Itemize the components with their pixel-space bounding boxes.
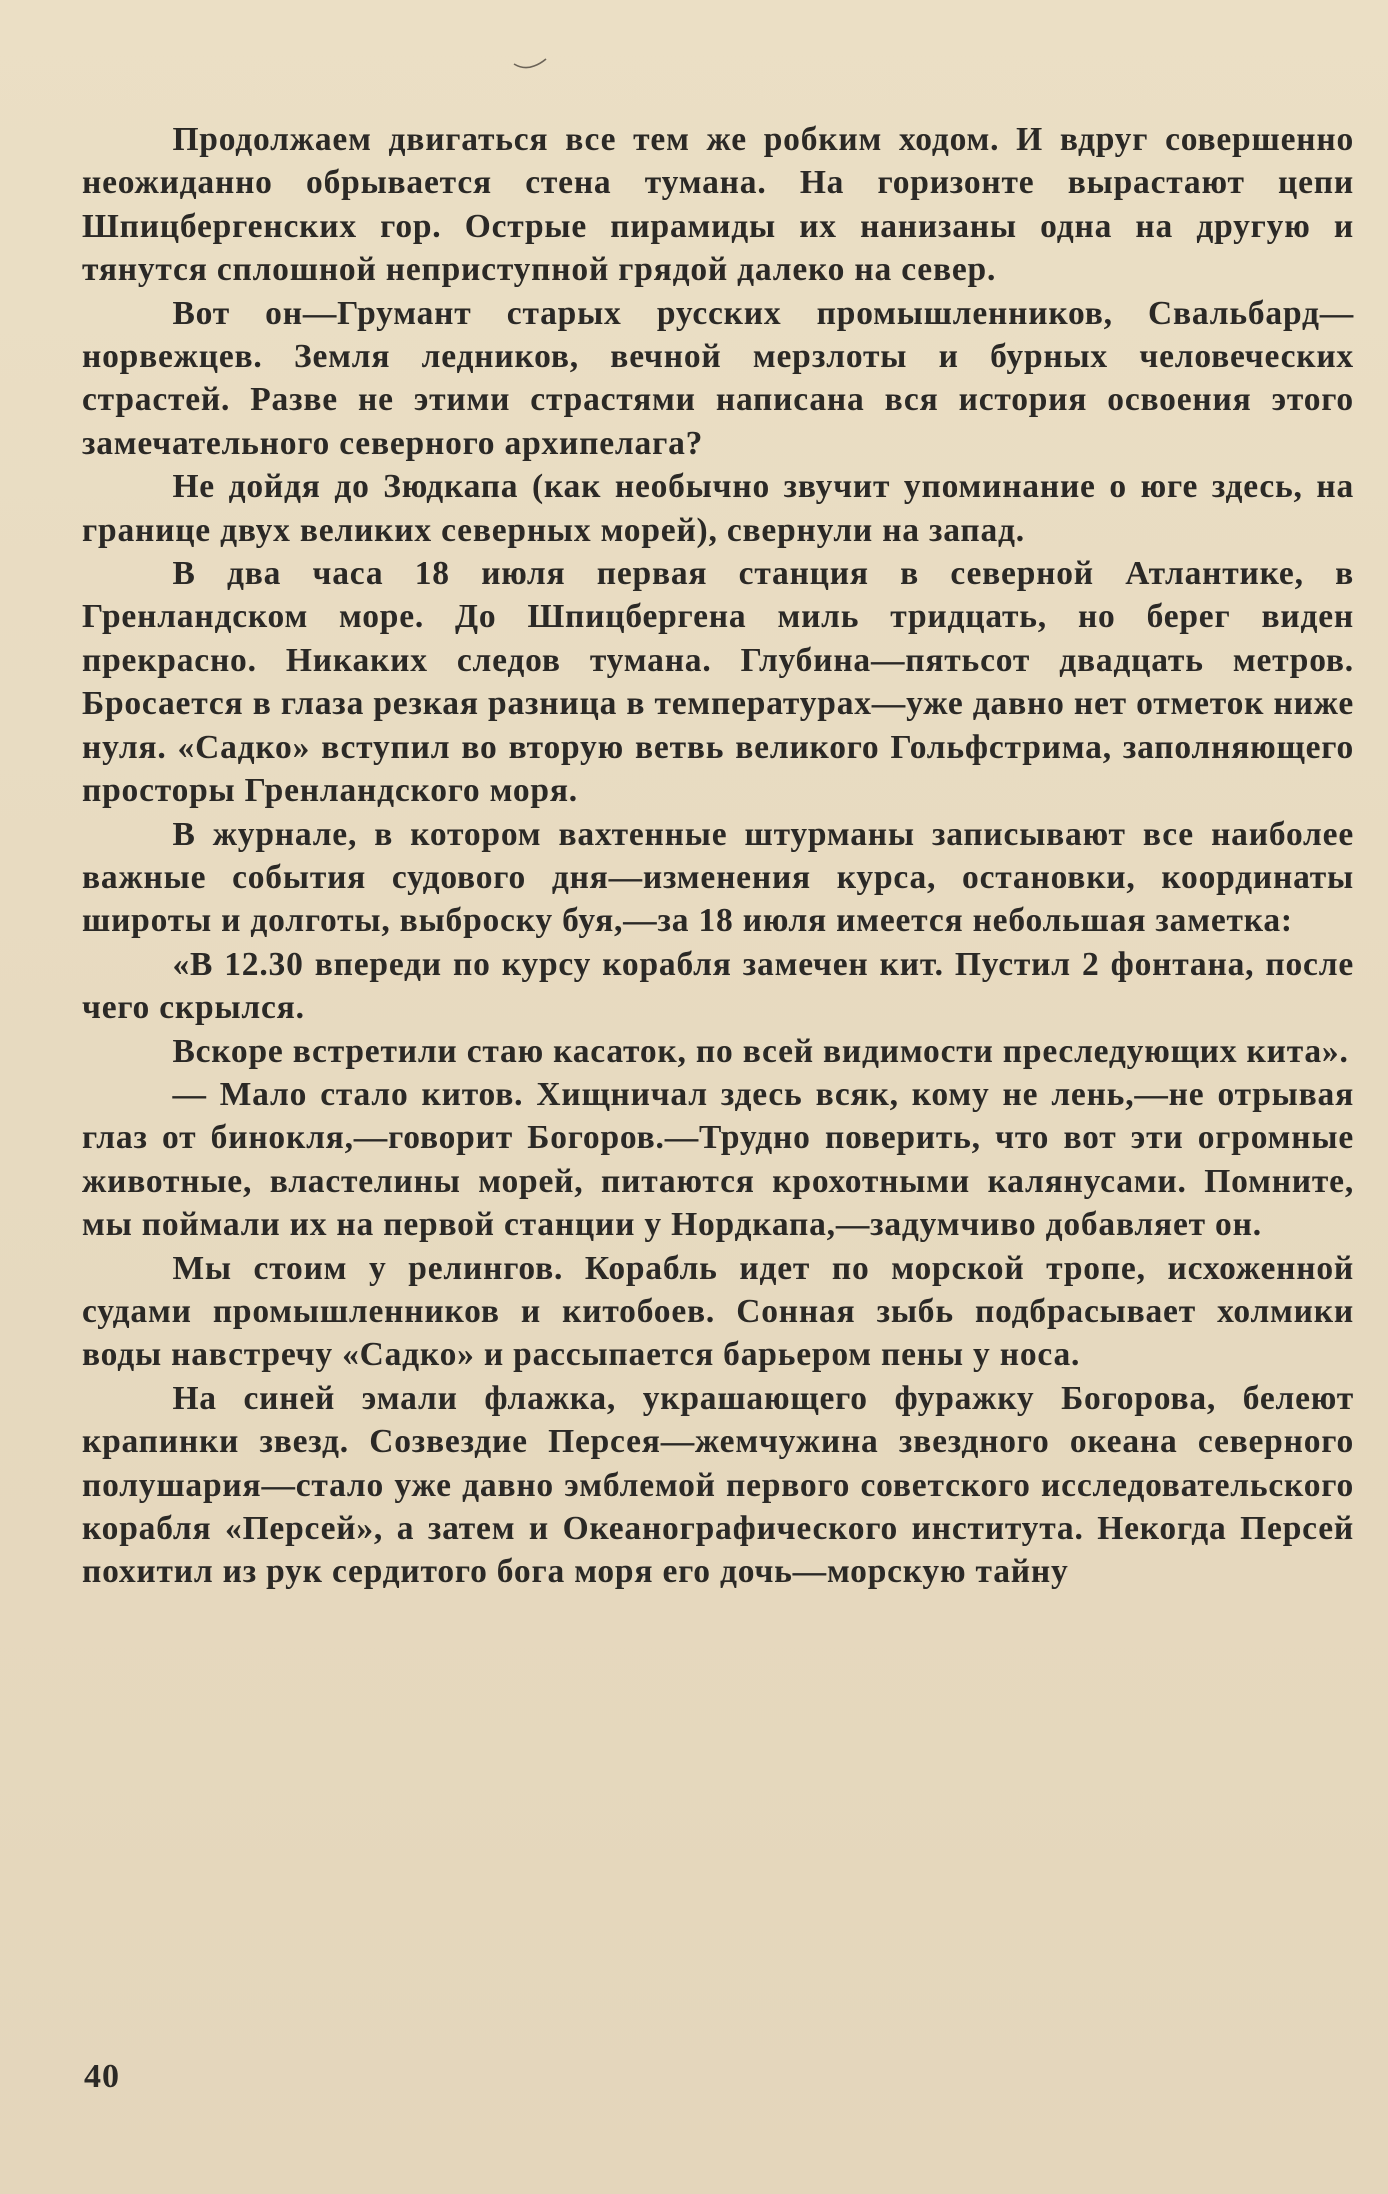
printer-mark-icon xyxy=(512,58,548,72)
paragraph-9: Мы стоим у релингов. Корабль идет по морской тропе, исхоженной судами промышленников и китобоев. Сонная зыбь подбрасывает холмики воды навстречу «Садко» и рассыпается барьером пены у носа. xyxy=(82,1249,1354,1374)
paragraph-8: — Мало стало китов. Хищничал здесь всяк, кому не лень,—не отрывая глаз от бинокля,—говорит Богоров.—Трудно поверить, что вот эти огромные животные, властелины морей, питаются крохотными калянусами. Помните, мы поймали их на первой станции у Нордкапа,—задумчиво добавляет он. xyxy=(82,1075,1354,1244)
paragraph-1: Продолжаем двигаться все тем же робким ходом. И вдруг совершенно неожиданно обрывается стена тумана. На горизонте вырастают цепи Шпицбергенских гор. Острые пирамиды их нанизаны одна на другую и тянутся сплошной неприступной грядой далеко на север. xyxy=(82,121,1354,289)
page-number: 40 xyxy=(84,2058,120,2095)
body-text xyxy=(82,118,1354,1594)
paragraph-4: В два часа 18 июля первая станция в северной Атлантике, в Гренландском море. До Шпицбергена миль тридцать, но берег виден прекрасно. Никаких следов тумана. Глубина—пятьсот двадцать метров. Бросается в глаза резкая разница в температурах—уже давно нет отметок ниже нуля. «Садко» вступил во вторую ветвь великого Гольфстрима, заполняющего просторы Гренландского моря. xyxy=(82,555,1354,810)
paragraph-6: «В 12.30 впереди по курсу корабля замечен кит. Пустил 2 фонтана, после чего скрылся. xyxy=(82,945,1354,1027)
paragraph-10: На синей эмали флажка, украшающего фуражку Богорова, белеют крапинки звезд. Созвездие Персея—жемчужина звездного океана северного полушария—стало уже давно эмблемой первого советского исследовательского корабля «Персей», а затем и Океанографического института. Некогда Персей похитил из рук сердитого бога моря его дочь—морскую тайну xyxy=(82,1379,1354,1591)
paragraph-7: Вскоре встретили стаю касаток, по всей видимости преследующих кита». xyxy=(172,1032,1349,1070)
paragraph-3: Не дойдя до Зюдкапа (как необычно звучит упоминание о юге здесь, на границе двух великих северных морей), свернули на запад. xyxy=(82,468,1354,549)
paragraph-2: Вот он—Грумант старых русских промышленников, Свальбард—норвежцев. Земля ледников, вечной мерзлоты и бурных человеческих страстей. Разве не этими страстями написана вся история освоения этого замечательного северного архипелага? xyxy=(82,294,1354,462)
paragraph-5: В журнале, в котором вахтенные штурманы записывают все наиболее важные события судового дня—изменения курса, остановки, координаты широты и долготы, выброску буя,—за 18 июля имеется небольшая заметка: xyxy=(82,815,1354,940)
